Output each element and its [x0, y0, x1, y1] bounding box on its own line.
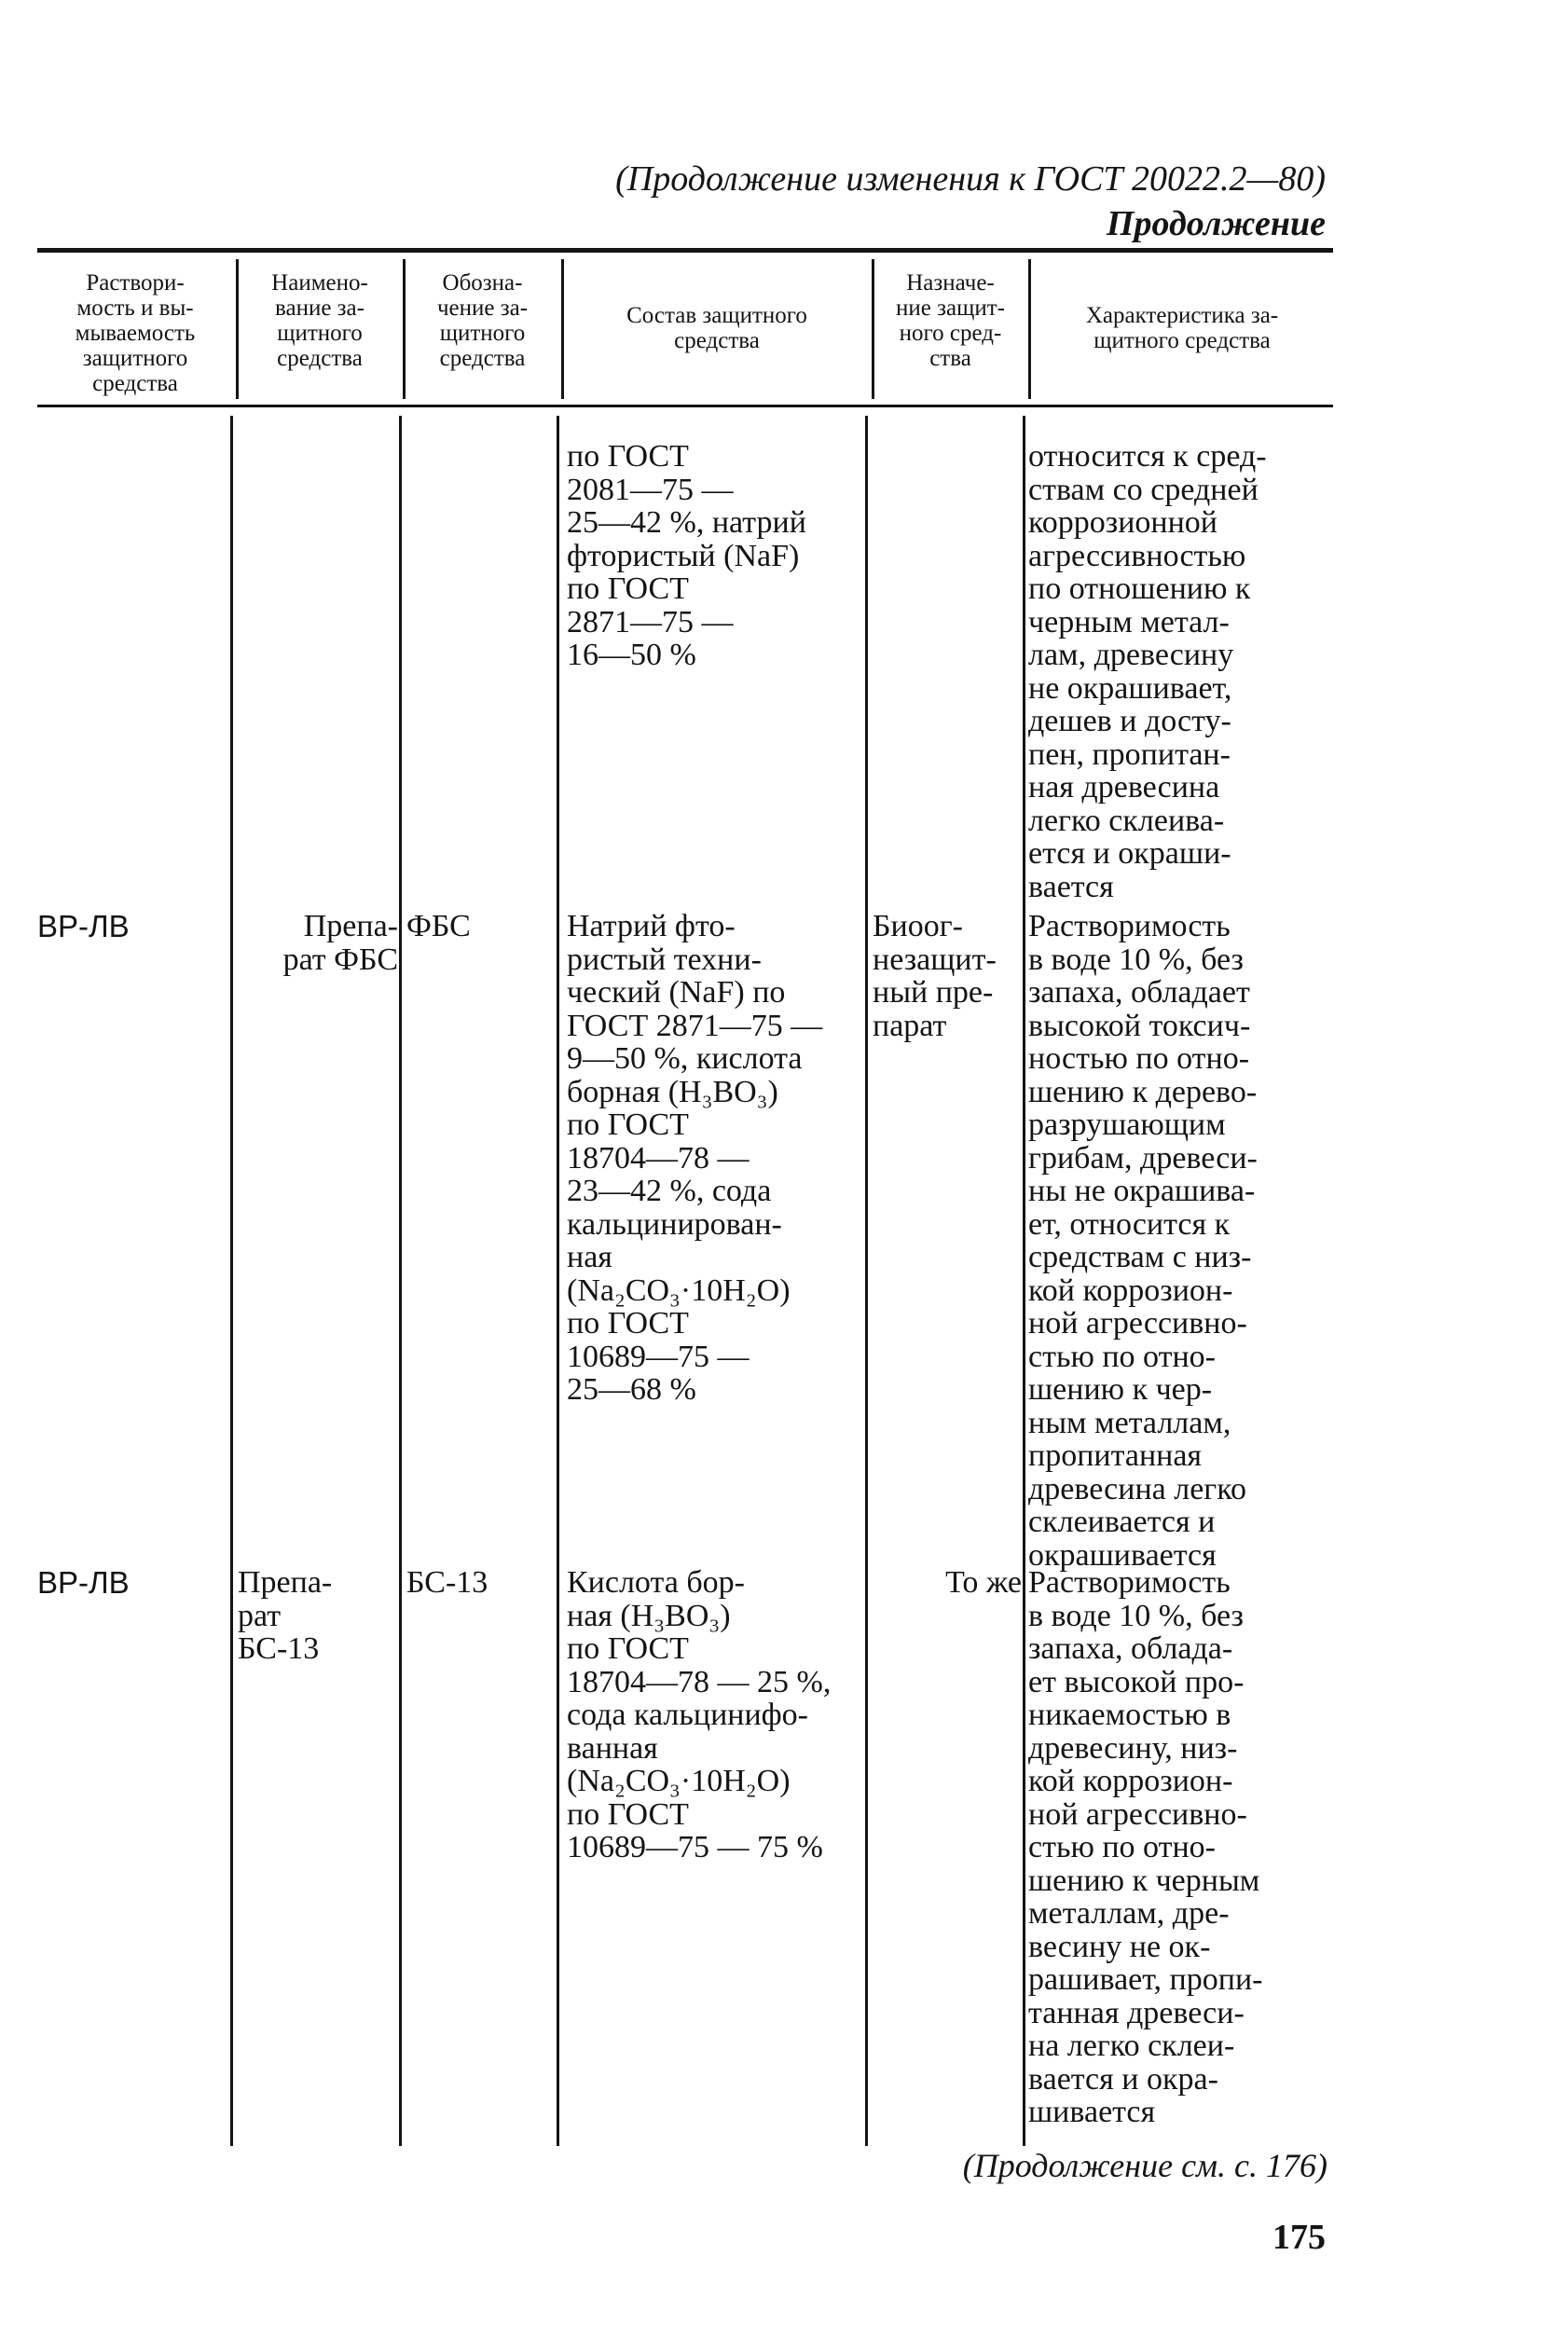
table-cell-characteristic: Растворимость в воде 10 %, без запаха, обладает высокой токсич- ностью по отно- шению к дерево- разрушающим грибам, древеси- ны не окрашива- ет, относится к средствам с низ- кой коррозион- ной агрессивно- стью по отно- шению к чер- ным металлам, пропитанная древесина легко склеивается и окрашивается: [1028, 909, 1258, 1573]
table-cell-solubility: ВР-ЛВ: [37, 1565, 130, 1600]
page-number: 175: [1272, 2218, 1326, 2257]
table-cell-purpose: То же: [945, 1565, 1022, 1600]
table-cell-designation: ФБС: [406, 909, 471, 943]
table-cell-characteristic: Растворимость в воде 10 %, без запаха, облада- ет высокой про- никаемостью в древесину, низ- кой коррозион- ной агрессивно- стью по отно- шению к черным металлам, дре- весину не ок- рашивает, пропи- танная древеси- на легко склеи- вается и окра- шивается: [1028, 1565, 1263, 2129]
table-cell-composition: Кислота бор- ная (H₃BO₃) по ГОСТ 18704—78 — 25 %, сода кальцинифо- ванная (Na₂CO₃·10H₂O) по ГОСТ 10689—75 — 75 %: [567, 1565, 832, 1864]
column-header-purpose: Назначе- ние защит- ного сред- ства: [896, 270, 1005, 371]
column-divider: [230, 416, 233, 2146]
table-cell-solubility: ВР-ЛВ: [37, 909, 130, 943]
column-header-designation: Обозна- чение за- щитного средства: [436, 270, 529, 371]
column-divider: [399, 416, 402, 2146]
table-cell-purpose: Биоог- незащит- ный пре- парат: [873, 909, 997, 1043]
continuation-note: (Продолжение см. с. 176): [962, 2147, 1327, 2184]
table-cell-name: Препа- рат ФБС: [282, 909, 398, 977]
column-divider: [865, 416, 868, 2146]
table-cell-composition: Натрий фто- ристый техни- ческий (NaF) по ГОСТ 2871—75 — 9—50 %, кислота борная (H₃BO₃) по ГОСТ 18704—78 — 23—42 %, сода кальцинирован- ная (Na₂CO₃·10H₂O) по ГОСТ 10689—75 — 25—68 %: [567, 909, 823, 1407]
column-header-solubility: Раствори- мость и вы- мываемость защитного средства: [75, 270, 196, 396]
column-divider: [1023, 416, 1025, 2146]
table-cell-characteristic: относится к сред- ствам со средней коррозионной агрессивностью по отношению к черным метал- лам, древесину не окрашивает, дешев и досту- пен, пропитан- ная древесина легко склеива- ется и окраши- вается: [1028, 439, 1267, 904]
table-top-rule: [37, 248, 1333, 253]
column-header-characteristic: Характеристика за- щитного средства: [1085, 303, 1279, 353]
table-header-rule: [37, 405, 1333, 407]
column-divider: [557, 416, 559, 2146]
column-header-name: Наимено- вание за- щитного средства: [271, 270, 368, 371]
running-header: (Продолжение изменения к ГОСТ 20022.2—80): [615, 159, 1326, 199]
table-cell-designation: БС-13: [406, 1565, 488, 1600]
column-header-composition: Состав защитного средства: [626, 303, 807, 353]
table-cell-composition: по ГОСТ 2081—75 — 25—42 %, натрий фтористый (NaF) по ГОСТ 2871—75 — 16—50 %: [567, 439, 806, 672]
continuation-label: Продолжение: [1106, 204, 1326, 243]
table-cell-name: Препа- рат БС-13: [238, 1565, 333, 1666]
